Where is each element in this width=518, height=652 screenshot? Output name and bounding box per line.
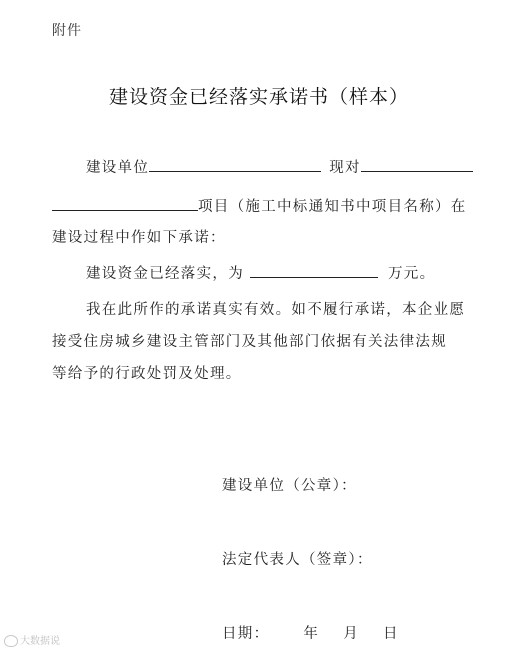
body-line-1 [86,157,473,178]
construction-unit-blank [149,157,321,172]
unit-seal-label: 建设单位（公章）： [222,478,357,494]
watermark [4,632,60,647]
ten-thousand-yuan-label: 万元。 [388,266,436,282]
watermark-text: 大数据说 [20,636,60,647]
day-label: 日 [383,626,399,642]
project-name-blank [52,196,198,211]
attachment-label: 附件 [52,23,82,39]
now-for-label: 现对 [329,160,361,176]
year-label: 年 [303,626,320,642]
paragraph-line-3: 等给予的行政处罚及处理。 [52,366,242,382]
document-title: 建设资金已经落实承诺书（样本） [108,86,409,108]
paragraph-line-2: 接受住房城乡建设主管部门及其他部门依据有关法律法规 [52,334,447,350]
body-line-3 [52,228,226,248]
body-line-2 [52,196,467,217]
paragraph-line-1: 我在此所作的承诺真实有效。如不履行承诺，本企业愿 [86,302,466,318]
construction-unit-label: 建设单位 [86,160,150,176]
body-line-4 [86,263,435,284]
weibo-icon [4,635,18,647]
project-line-text: 项目（施工中标通知书中项目名称）在 [198,199,467,215]
date-label: 日期： [222,626,270,642]
month-label: 月 [343,626,360,642]
date-line [222,624,399,644]
legal-representative-label: 法定代表人（签章）： [222,552,373,568]
funds-amount-blank [250,263,378,278]
commitment-intro-text: 建设过程中作如下承诺： [52,230,226,246]
now-for-blank [361,157,473,172]
funds-implemented-text: 建设资金已经落实，为 [86,266,244,282]
